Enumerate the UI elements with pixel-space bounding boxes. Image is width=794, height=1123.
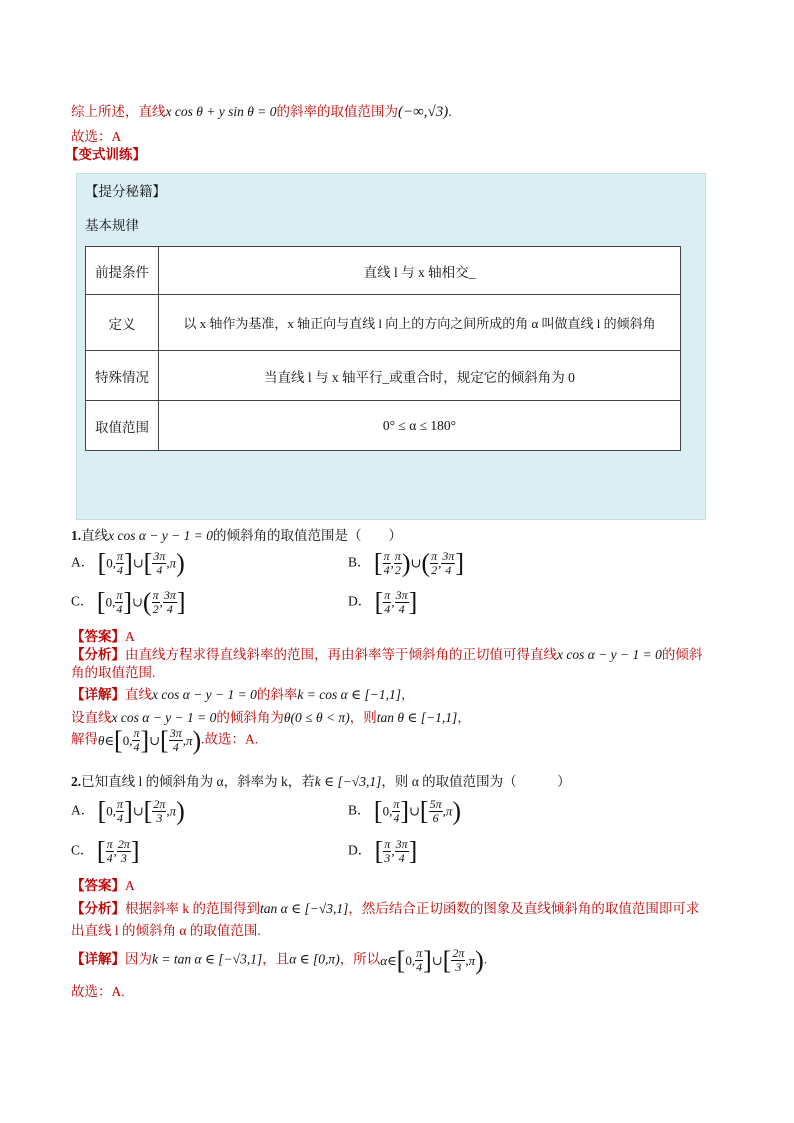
q2-stem xyxy=(71,770,571,790)
analysis-text-2: ，然后结合正切函数的图象及直线倾斜角的取值范围即可求 xyxy=(348,901,700,916)
summary-mid: 的斜率的取值范围为 xyxy=(276,104,398,119)
option-label: A． xyxy=(71,554,95,570)
q1-stem-b: 的倾斜角的取值范围是（ ） xyxy=(213,528,403,543)
analysis-text-2: 的倾斜 xyxy=(661,647,703,662)
option-label: D． xyxy=(348,842,372,858)
q1-option-a[interactable]: A． [0, $\frac{\pi}{4}$ ]∪[ $\frac{3\pi}{4}$ ,π) xyxy=(71,548,185,578)
q1-option-b[interactable]: B． [ $\frac{\pi}{4}$ , $\frac{\pi}{2}$ )∪( $\frac{\pi}{2}$ , $\frac{3\pi}{4}$ ] xyxy=(348,548,465,578)
prev-choose: 故选：A xyxy=(71,129,122,144)
q1-stem xyxy=(71,524,402,544)
answer-value: A xyxy=(125,878,135,893)
summary-range: (−∞,√3) xyxy=(397,104,449,120)
q1-option-d[interactable]: D． [ $\frac{\pi}{4}$ , $\frac{3\pi}{4}$ ] xyxy=(348,587,418,617)
summary-prefix: 综上所述，直线 xyxy=(71,104,166,119)
table-row xyxy=(86,295,681,351)
detail-text-2: 的斜率 xyxy=(256,687,298,702)
detail-alpha: α ∈ [0,π) xyxy=(289,951,340,967)
set-theta: θ(0 ≤ θ < π) xyxy=(283,710,350,725)
detail-text-3: ， xyxy=(400,687,415,702)
q1-equation: x cos α − y − 1 = 0 xyxy=(108,528,214,543)
table-row xyxy=(86,247,681,295)
rule-key: 前提条件 xyxy=(86,247,159,295)
rules-table xyxy=(85,246,681,451)
tips-box xyxy=(76,173,706,520)
q2-choose: 故选：A. xyxy=(71,984,125,999)
rule-key: 定义 xyxy=(86,295,159,351)
option-label: B． xyxy=(348,802,371,818)
q1-detail xyxy=(71,683,414,703)
tips-title: 【提分秘籍】 xyxy=(85,184,166,199)
analysis-text-1: 根据斜率 k 的范围得到 xyxy=(125,901,260,916)
option-label: C． xyxy=(71,593,94,609)
q1-set xyxy=(71,706,471,726)
set-text-3: ，则 xyxy=(349,710,377,725)
answer-value: A xyxy=(125,629,135,644)
q1-answer xyxy=(71,625,135,645)
summary-line xyxy=(71,100,452,121)
q2-option-a[interactable]: A． [0, $\frac{\pi}{4}$ ]∪[ $\frac{2\pi}{3}$ ,π) xyxy=(71,796,185,826)
tips-subtitle: 基本规律 xyxy=(85,218,139,233)
rule-value: 以 x 轴作为基准，x 轴正向与直线 l 向上的方向之间所成的角 α 叫做直线 l 的倾斜角 xyxy=(159,295,681,351)
option-label: C． xyxy=(71,842,94,858)
detail-slope: k = cos α ∈ [−1,1] xyxy=(297,687,401,702)
set-text-1: 设直线 xyxy=(71,710,112,725)
q1-analysis-cont: 角的取值范围. xyxy=(71,665,156,680)
detail-text-1: 直线 xyxy=(125,687,152,702)
q1-number: 1. xyxy=(71,528,82,543)
rule-value: 当直线 l 与 x 轴平行_或重合时，规定它的倾斜角为 0 xyxy=(159,351,681,401)
q1-solve: 解得θ∈[0, $\frac{\pi}{4}$ ]∪[ $\frac{3\pi}{4}$ ,π).故选：A. xyxy=(71,725,259,755)
variant-title: 【变式训练】 xyxy=(65,147,146,162)
analysis-label: 【分析】 xyxy=(71,901,125,916)
set-equation: x cos α − y − 1 = 0 xyxy=(111,710,217,725)
q2-stem-end: ，则 α 的取值范围为（ ） xyxy=(381,774,571,789)
q1-analysis xyxy=(71,643,702,663)
detail-text-3: ，所以 xyxy=(339,951,381,967)
rule-key: 特殊情况 xyxy=(86,351,159,401)
answer-label: 【答案】 xyxy=(71,878,125,893)
detail-equation: x cos α − y − 1 = 0 xyxy=(152,687,257,702)
q2-analysis xyxy=(71,897,699,917)
q2-detail: 【详解】因为k = tan α ∈ [−√3,1]，且α ∈ [0,π)，所以α∈[0, $\frac{\pi}{4}$ ]∪[ $\frac{2\pi}{3}$ ,π). xyxy=(71,945,488,975)
set-text-2: 的倾斜角为 xyxy=(216,710,284,725)
detail-label: 【详解】 xyxy=(71,951,125,967)
q2-option-b[interactable]: B． [0, $\frac{\pi}{4}$ ]∪[ $\frac{5\pi}{6}$ ,π) xyxy=(348,796,462,826)
option-label: B． xyxy=(348,554,371,570)
q2-analysis-cont: 出直线 l 的倾斜角 α 的取值范围. xyxy=(71,923,261,938)
detail-text-2: ，且 xyxy=(262,951,290,967)
detail-slope: k = tan α ∈ [−√3,1] xyxy=(152,951,263,967)
q2-option-c[interactable]: C． [ $\frac{\pi}{4}$ , $\frac{2\pi}{3}$ ] xyxy=(71,836,140,866)
q1-option-c[interactable]: C． [0, $\frac{\pi}{4}$ ]∪( $\frac{\pi}{2}$ , $\frac{3\pi}{4}$ ] xyxy=(71,587,186,617)
q2-stem-text: 已知直线 l 的倾斜角为 α，斜率为 k，若 xyxy=(81,774,315,789)
answer-label: 【答案】 xyxy=(71,629,125,644)
detail-text-1: 因为 xyxy=(125,951,152,967)
option-label: A． xyxy=(71,802,95,818)
rule-value: 0° ≤ α ≤ 180° xyxy=(159,401,681,451)
solve-text-2: .故选：A. xyxy=(201,731,259,747)
table-row xyxy=(86,401,681,451)
detail-label: 【详解】 xyxy=(71,687,125,702)
analysis-text-1: 由直线方程求得直线斜率的范围，再由斜率等于倾斜角的正切值可得直线 xyxy=(125,647,557,662)
summary-equation: x cos θ + y sin θ = 0 xyxy=(165,104,277,119)
analysis-label: 【分析】 xyxy=(71,647,125,662)
q2-option-d[interactable]: D． [ $\frac{\pi}{3}$ , $\frac{3\pi}{4}$ ] xyxy=(348,836,418,866)
set-tan: tan θ ∈ [−1,1] xyxy=(376,710,458,725)
summary-end: . xyxy=(448,104,452,119)
q1-stem-a: 直线 xyxy=(81,528,109,543)
set-text-4: ， xyxy=(457,710,471,725)
solve-text-1: 解得 xyxy=(71,731,98,747)
detail-text-4: . xyxy=(483,951,488,967)
rule-value: 直线 l 与 x 轴相交_ xyxy=(159,247,681,295)
option-label: D． xyxy=(348,593,372,609)
analysis-equation: x cos α − y − 1 = 0 xyxy=(557,647,662,662)
q2-slope-range: k ∈ [−√3,1] xyxy=(314,774,382,789)
q2-answer xyxy=(71,874,135,894)
table-row xyxy=(86,351,681,401)
q2-number: 2. xyxy=(71,774,82,789)
rule-key: 取值范围 xyxy=(86,401,159,451)
analysis-tan: tan α ∈ [−√3,1] xyxy=(260,901,349,916)
